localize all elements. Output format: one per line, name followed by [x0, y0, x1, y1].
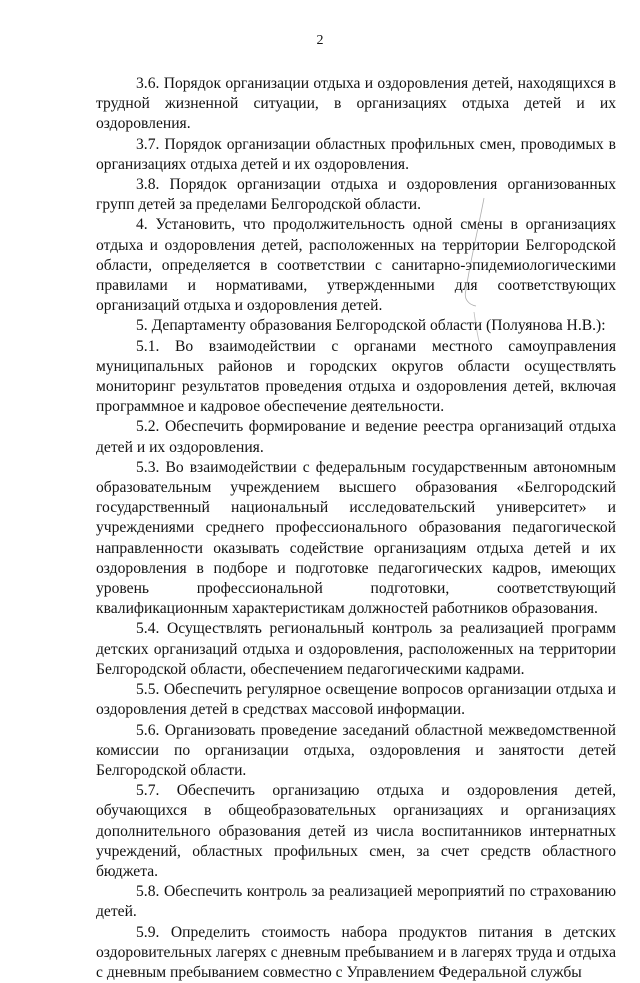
paragraph-5-1: 5.1. Во взаимодействии с органами местного самоуправления муниципальных районов и городских округов области осуществлять мониторинг результатов проведения отдыха и оздоровления детей, включая программное и кадровое обеспечение деятельности. — [96, 337, 616, 416]
paragraph-5-7: 5.7. Обеспечить организацию отдыха и оздоровления детей, обучающихся в общеобразовательных организациях и организациях дополнительного образования детей из числа воспитанников интернатных учреждений, областных профильных смен, за счет средств областного бюджета. — [96, 782, 616, 880]
paragraph-4: 4. Установить, что продолжительность одной смены в организациях отдыха и оздоровления детей, расположенных на территории Белгородской области, определяется в соответствии с санитарно-эпидемиологическими правилами и нормативами, утвержденными для соответствующих организаций отдыха и оздоровления детей. — [96, 216, 616, 315]
paragraph-5: 5. Департаменту образования Белгородской области (Полуянова Н.В.): — [136, 317, 606, 335]
paragraph-3-7: 3.7. Порядок организации областных профильных смен, проводимых в организациях отдыха детей и их оздоровления. — [96, 135, 616, 173]
paragraph-5-4: 5.4. Осуществлять региональный контроль за реализацией программ детских организаций отдыха и оздоровления, расположенных на территории Белгородской области, обеспечением педагогическими кадрами. — [96, 620, 616, 678]
paragraph-5-9: 5.9. Определить стоимость набора продуктов питания в детских оздоровительных лагерях с дневным пребыванием и в лагерях труда и отдыха с дневным пребыванием совместно с Управлением Федеральной службы — [96, 923, 616, 981]
paragraph-3-8: 3.8. Порядок организации отдыха и оздоровления организованных групп детей за пределами Белгородской области. — [96, 176, 616, 214]
paragraph-5-2: 5.2. Обеспечить формирование и ведение реестра организаций отдыха детей и их оздоровления. — [96, 418, 616, 456]
paragraph-5-8: 5.8. Обеспечить контроль за реализацией мероприятий по страхованию детей. — [96, 883, 616, 921]
paragraph-3-6: 3.6. Порядок организации отдыха и оздоровления детей, находящихся в трудной жизненной ситуации, в организациях отдыха детей и их оздоровления. — [96, 75, 616, 133]
document-body — [96, 74, 616, 983]
paragraph-5-5: 5.5. Обеспечить регулярное освещение вопросов организации отдыха и оздоровления детей в средствах массовой информации. — [96, 681, 616, 719]
paragraph-5-6: 5.6. Организовать проведение заседаний областной межведомственной комиссии по организации отдыха, оздоровления и занятости детей Белгородской области. — [96, 721, 616, 779]
paragraph-5-3: 5.3. Во взаимодействии с федеральным государственным автономным образовательным учреждением высшего образования «Белгородский государственный национальный исследовательский университет» и учреждениями среднего профессионального образования педагогической направленности оказывать содействие организациям отдыха детей и их оздоровления в подборе и подготовке педагогических кадров, имеющих уровень профессиональной подготовки, соответствующий квалификационным характеристикам должностей работников образования. — [96, 458, 616, 618]
page-number: 2 — [316, 33, 324, 48]
